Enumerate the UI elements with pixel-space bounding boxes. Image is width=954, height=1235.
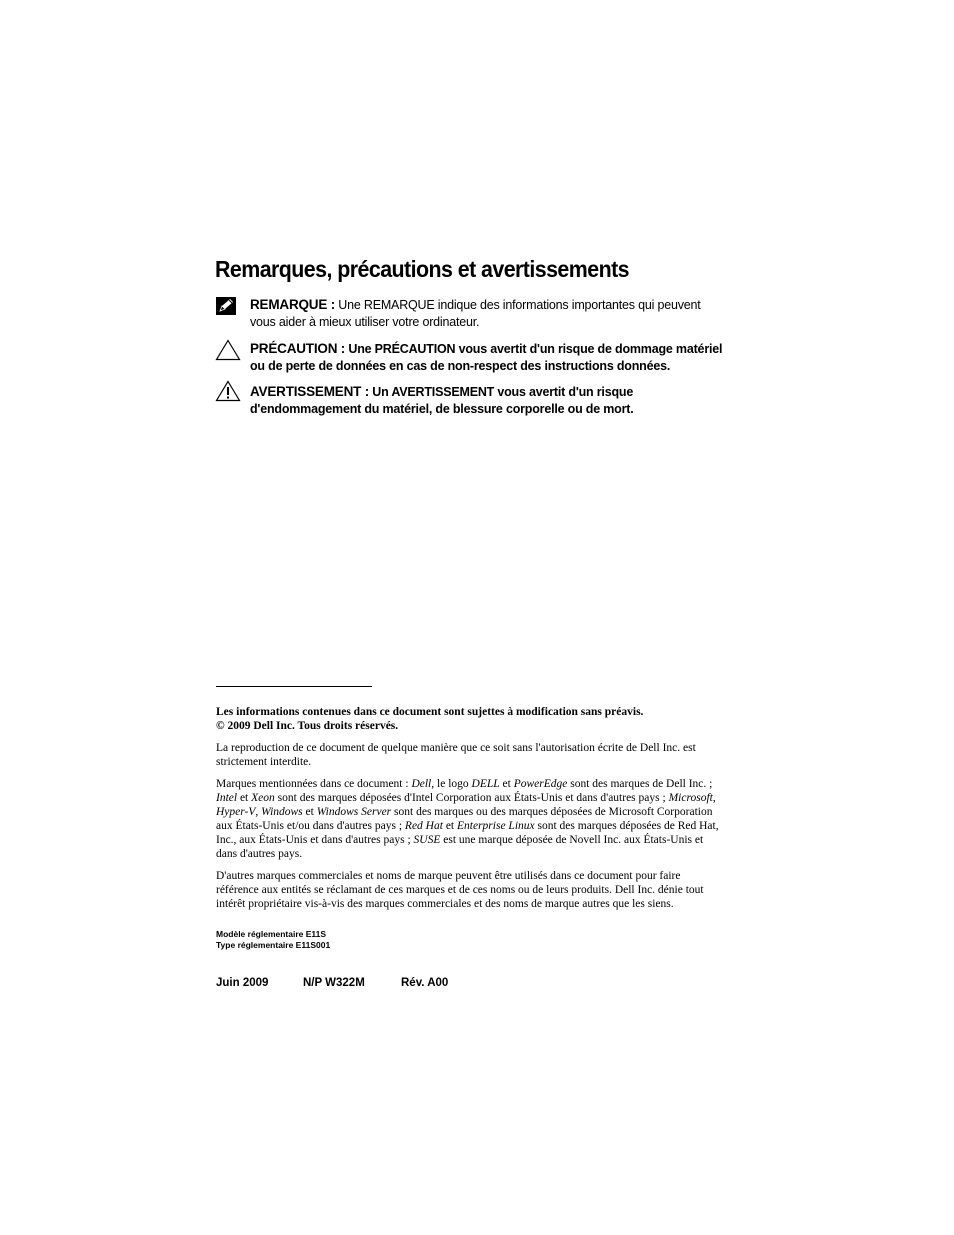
footer-part-number: N/P W322M xyxy=(303,977,365,989)
caution-label: PRÉCAUTION : xyxy=(250,341,346,356)
footer-date: Juin 2009 xyxy=(216,977,269,989)
tm-text: est une marque déposée de Novell Inc. aux États-Unis et dans d'autres pays. xyxy=(216,834,704,860)
warning-text-line1: Un AVERTISSEMENT vous avertit d'un risque xyxy=(369,385,634,399)
page-title: Remarques, précautions et avertissements xyxy=(215,256,629,282)
caution-text-line2: ou de perte de données en cas de non-respect des instructions données. xyxy=(250,359,671,373)
other-marks-text: D'autres marques commerciales et noms de marque peuvent être utilisés dans ce document pour faire référence aux entités se réclamant de ces marques et de ces noms ou de leurs produits. Dell Inc. dénie tout intérêt propriétaire vis-à-vis des marques commerciales et des noms de marque autres que les siens. xyxy=(216,870,704,910)
tm-dell: Dell xyxy=(411,778,432,790)
tm-text: et xyxy=(302,806,317,818)
legal-notice xyxy=(216,705,726,733)
note-text-line1: Une REMARQUE indique des informations importantes qui peuvent xyxy=(335,298,701,312)
tm-text: , xyxy=(712,792,716,804)
tm-text: sont des marques de Dell Inc. ; xyxy=(567,778,713,790)
tm-redhat: Red Hat xyxy=(404,820,443,832)
reproduction-paragraph xyxy=(216,741,726,769)
tm-text: et xyxy=(442,820,457,832)
separator-rule xyxy=(216,686,372,687)
footer-revision: Rév. A00 xyxy=(401,977,449,989)
tm-windows-server: Windows Server xyxy=(316,806,392,818)
tm-dell-logo: DELL xyxy=(471,778,500,790)
tm-windows: Windows xyxy=(261,806,303,818)
regulatory-model: Modèle réglementaire E11S xyxy=(216,929,327,939)
reproduction-text: La reproduction de ce document de quelque manière que ce soit sans l'autorisation écrite de Dell Inc. est strictement interdite. xyxy=(216,742,696,768)
tm-text: sont des marques déposées d'Intel Corporation aux États-Unis et dans d'autres pays ; xyxy=(274,792,669,804)
copyright-line: © 2009 Dell Inc. Tous droits réservés. xyxy=(216,720,399,732)
caution-triangle-icon xyxy=(215,339,241,361)
tm-text: Marques mentionnées dans ce document : xyxy=(216,778,412,790)
tm-microsoft: Microsoft xyxy=(668,792,713,804)
trademarks-paragraph xyxy=(216,777,726,861)
tm-text: et xyxy=(499,778,514,790)
caution-text-line1: Une PRÉCAUTION vous avertit d'un risque de dommage matériel xyxy=(345,342,723,356)
tm-text: sont des marques ou des marques déposées de Microsoft Corporation aux États-Unis et/ou dans d'autres pays ; xyxy=(216,806,713,832)
caution-notice xyxy=(250,340,730,375)
warning-text-line2: d'endommagement du matériel, de blessure corporelle ou de mort. xyxy=(250,402,634,416)
other-marks-paragraph xyxy=(216,869,726,911)
note-notice xyxy=(250,296,730,331)
legal-notice-line1: Les informations contenues dans ce document sont sujettes à modification sans préavis. xyxy=(216,706,644,718)
warning-exclamation-icon xyxy=(215,380,241,402)
tm-enterprise-linux: Enterprise Linux xyxy=(457,820,535,832)
regulatory-type: Type réglementaire E11S001 xyxy=(216,940,331,950)
warning-notice xyxy=(250,383,730,418)
tm-text: sont des marques déposées de Red Hat, Inc., aux États-Unis et dans d'autres pays ; xyxy=(216,820,719,846)
note-text-line2: vous aider à mieux utiliser votre ordinateur. xyxy=(250,315,480,329)
tm-text: , xyxy=(255,806,262,818)
tm-suse: SUSE xyxy=(413,834,441,846)
tm-hyperv: Hyper-V xyxy=(216,806,256,818)
warning-label: AVERTISSEMENT : xyxy=(250,384,370,399)
tm-intel: Intel xyxy=(216,792,238,804)
tm-xeon: Xeon xyxy=(251,792,275,804)
tm-poweredge: PowerEdge xyxy=(513,778,568,790)
tm-text: et xyxy=(237,792,252,804)
pencil-note-icon xyxy=(215,296,237,316)
note-label: REMARQUE : xyxy=(250,297,335,312)
tm-text: , le logo xyxy=(431,778,472,790)
